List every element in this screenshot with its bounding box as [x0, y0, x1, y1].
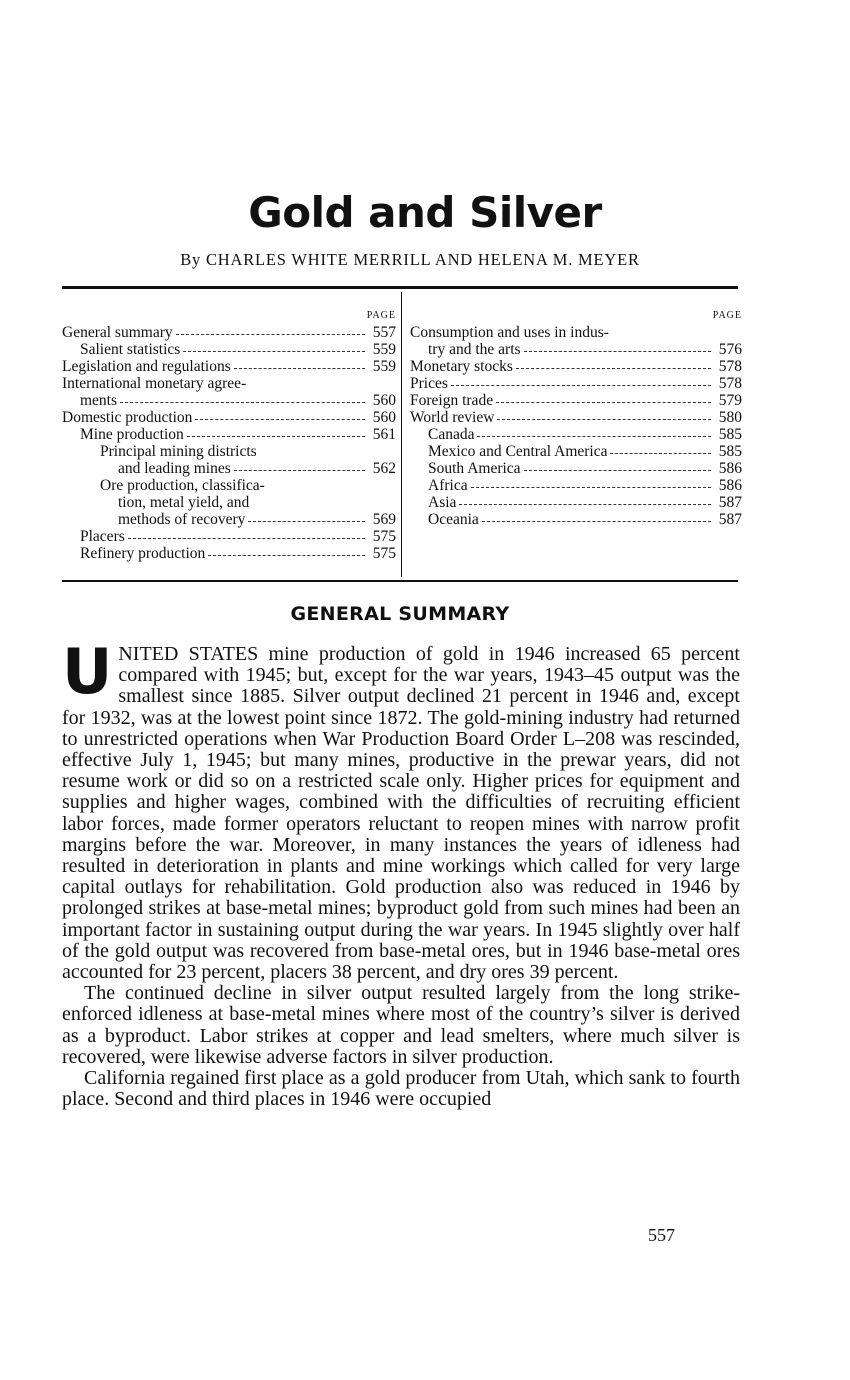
- toc-entry: tion, metal yield, and: [118, 494, 250, 511]
- toc-entry: Asia 587: [428, 494, 742, 511]
- page-column-label: PAGE: [712, 310, 742, 321]
- byline: By CHARLES WHITE MERRILL AND HELENA M. MEYER: [180, 250, 640, 269]
- page-column-label: PAGE: [366, 310, 396, 321]
- chapter-title: Gold and Silver: [248, 188, 602, 237]
- toc-entry: Mine production 561: [80, 426, 396, 443]
- toc-entry: try and the arts 576: [428, 341, 742, 358]
- toc-entry: Mexico and Central America 585: [428, 443, 742, 460]
- paragraph: UNITED STATES mine production of gold in 1946 increased 65 percent compared with 1945; but, except for the war years, 1943–45 output was the smallest since 1885. Silver output declined 21 percent in 1946 and, except for 1932, was at the lowest point since 1872. The gold-mining industry had returned to unrestricted operations when War Production Board Order L–208 was rescinded, effective July 1, 1945; but many mines, productive in the prewar years, did not resume work or did so on a restricted scale only. Higher prices for equipment and supplies and higher wages, combined with the difficulties of recruiting efficient labor forces, made former operators reluctant to reopen mines with narrow profit margins before the war. Moreover, in many instances the years of idleness had resulted in deterioration in plants and mine workings which called for very large capital outlays for rehabilitation. Gold production also was reduced in 1946 by prolonged strikes at base-metal mines; byproduct gold from such mines had been an important factor in sustaining output during the war years. In 1945 slightly over half of the gold output was recovered from base-metal ores, but in 1946 base-metal ores accounted for 23 percent, placers 38 percent, and dry ores 39 percent.: [62, 635, 740, 984]
- toc-entry: ments 560: [80, 392, 396, 409]
- toc-entry: Legislation and regulations 559: [62, 358, 396, 375]
- toc-entry: Salient statistics 559: [80, 341, 396, 358]
- column-divider: [401, 292, 402, 577]
- toc-entry: Foreign trade 579: [410, 392, 742, 409]
- toc-entry: South America 586: [428, 460, 742, 477]
- article-body: [62, 635, 740, 1111]
- section-heading: GENERAL SUMMARY: [290, 603, 510, 625]
- toc-entry: International monetary agree-: [62, 375, 247, 392]
- toc-entry: Monetary stocks 578: [410, 358, 742, 375]
- toc-entry: Refinery production 575: [80, 545, 396, 562]
- toc-entry: methods of recovery 569: [118, 511, 396, 528]
- toc-entry: Canada 585: [428, 426, 742, 443]
- toc-left-column: [62, 310, 396, 562]
- toc-right-column: [410, 310, 742, 528]
- paragraph: The continued decline in silver output resulted largely from the long strike-enforced idleness at base-metal mines where most of the country’s silver is derived as a byproduct. Labor strikes at copper and lead smelters, where much silver is recovered, were likewise adverse factors in silver production.: [62, 982, 740, 1068]
- toc-entry: World review 580: [410, 409, 742, 426]
- toc-entry: Africa 586: [428, 477, 742, 494]
- toc-entry: General summary 557: [62, 324, 396, 341]
- toc-entry: Ore production, classifica-: [100, 477, 265, 494]
- top-rule: [62, 286, 738, 289]
- page-number: 557: [648, 1225, 675, 1245]
- toc-entry: Oceania 587: [428, 511, 742, 528]
- toc-entry: Placers 575: [80, 528, 396, 545]
- drop-cap: U: [62, 635, 113, 708]
- toc-entry: Domestic production 560: [62, 409, 396, 426]
- bottom-rule: [62, 580, 738, 582]
- toc-entry: Prices 578: [410, 375, 742, 392]
- toc-entry: Consumption and uses in indus-: [410, 324, 609, 341]
- paragraph: California regained first place as a gold producer from Utah, which sank to fourth place. Second and third places in 1946 were occupied: [62, 1067, 740, 1111]
- toc-entry: and leading mines 562: [118, 460, 396, 477]
- toc-entry: Principal mining districts: [100, 443, 257, 460]
